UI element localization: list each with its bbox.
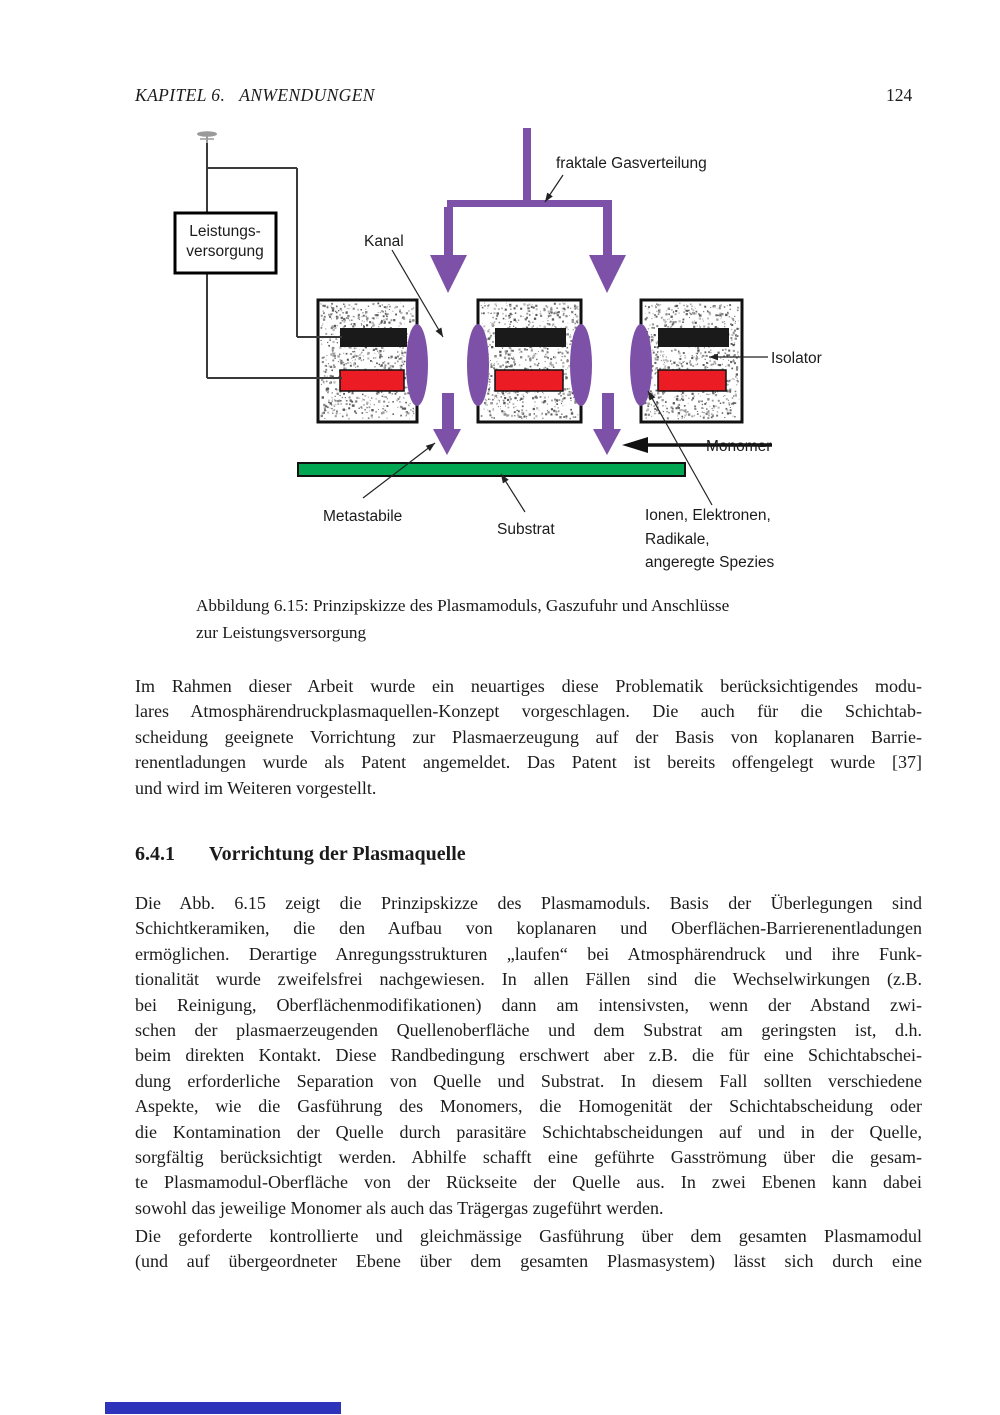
text-line: Schichtkeramiken, die den Aufbau von koplanaren und Oberflächen-Barrierenentladungen [135, 918, 922, 939]
text-line: tionalität wurde zweifelsfrei nachgewiesen. In allen Fällen sind die Wechselwirkungen (z.B. [135, 969, 922, 990]
bottom-blue-annotation-bar [105, 1402, 341, 1414]
species-label-line3: angeregte Spezies [645, 554, 775, 571]
substrate-label: Substrat [497, 521, 555, 538]
page-number: 124 [886, 85, 913, 105]
text-line: sorgfältig berücksichtigt werden. Abhilfe schafft eine geführte Gasströmung über die gesam- [135, 1147, 922, 1168]
text-line: schen der plasmaerzeugenden Quellenoberfläche und dem Substrat am geringsten ist, d.h. [135, 1020, 922, 1041]
text-line: Im Rahmen dieser Arbeit wurde ein neuartiges diese Problematik berücksichtigendes modu- [135, 676, 922, 696]
top-electrodes [340, 328, 729, 347]
text-line: dung erforderliche Separation von Quelle und Substrat. In diesem Fall sollten verschiedene [135, 1070, 922, 1091]
running-chapter-header: KAPITEL 6. ANWENDUNGEN [135, 85, 375, 105]
channel-label: Kanal [364, 233, 404, 250]
text-line: zur Leistungsversorgung [196, 623, 367, 642]
body-paragraph-2 [135, 891, 922, 1221]
text-line: beim direkten Kontakt. Diese Randbedingung erschwert aber z.B. die für eine Schichtabschei- [135, 1045, 922, 1066]
text-line: die Kontamination der Quelle durch parasitäre Schichtabscheidungen auf und in der Quelle, [135, 1121, 922, 1142]
text-line: scheidung geeignete Vorrichtung zur Plasmaerzeugung auf der Basis von koplanaren Barrie- [135, 726, 922, 747]
body-paragraph-3 [135, 1224, 922, 1275]
text-line: und wird im Weiteren vorgestellt. [135, 777, 377, 798]
text-line: Die Abb. 6.15 zeigt die Prinzipskizze des Plasmamoduls. Basis der Überlegungen sind [135, 893, 922, 913]
bottom-electrodes [340, 370, 726, 391]
insulator-label: Isolator [771, 350, 822, 367]
pointer-arrowhead [436, 328, 444, 338]
gas-distribution-label: fraktale Gasverteilung [556, 155, 707, 172]
figure-caption [196, 592, 872, 646]
text-line: te Plasmamodul-Oberfläche von der Rückseite der Quelle aus. In zwei Ebenen kann dabei [135, 1172, 922, 1193]
text-line: bei Reinigung, Oberflächenmodifikationen) dann am intensivsten, wenn der Abstand zwi- [135, 994, 922, 1015]
ceramic-block-right [641, 300, 742, 422]
text-line: Aspekte, wie die Gasführung des Monomers, die Homogenität der Schichtabscheidung oder [135, 1096, 922, 1117]
power-supply-label-line1: Leistungs- [189, 223, 261, 240]
metastables-label: Metastabile [323, 508, 403, 525]
substrate-bar [298, 463, 685, 476]
text-line: Abbildung 6.15: Prinzipskizze des Plasmamoduls, Gaszufuhr und Anschlüsse [196, 596, 730, 615]
species-label-line2: Radikale, [645, 531, 710, 548]
power-supply-box [175, 213, 276, 273]
section-number: 6.4.1 [135, 843, 175, 865]
text-line: (und auf übergeordneter Ebene über dem gesamten Plasmasystem) lässt sich durch eine [135, 1251, 922, 1272]
power-supply-label-line2: versorgung [186, 243, 264, 260]
section-heading [135, 843, 466, 866]
section-title: Vorrichtung der Plasmaquelle [209, 843, 466, 865]
pointer-arrowhead [426, 443, 435, 451]
ground-symbol [197, 131, 217, 143]
body-paragraph-1 [135, 674, 922, 801]
text-line: sowohl das jeweilige Monomer als auch das Trägergas zugeführt werden. [135, 1197, 664, 1218]
text-line: ermöglichen. Derartige Anregungsstrukturen „laufen“ bei Atmosphärendruck und ihre Funk- [135, 943, 922, 964]
species-label-line1: Ionen, Elektronen, [645, 507, 771, 524]
plasma-module-diagram [0, 125, 1000, 585]
monomer-label: Monomer [706, 438, 772, 455]
text-line: Die geforderte kontrollierte und gleichmässige Gasführung über dem gesamten Plasmamodul [135, 1226, 922, 1246]
text-line: lares Atmosphärendruckplasmaquellen-Konzept vorgeschlagen. Die auch für die Schichtab- [135, 701, 922, 722]
text-line: renentladungen wurde als Patent angemeldet. Das Patent ist bereits offengelegt wurde [37] [135, 752, 922, 773]
